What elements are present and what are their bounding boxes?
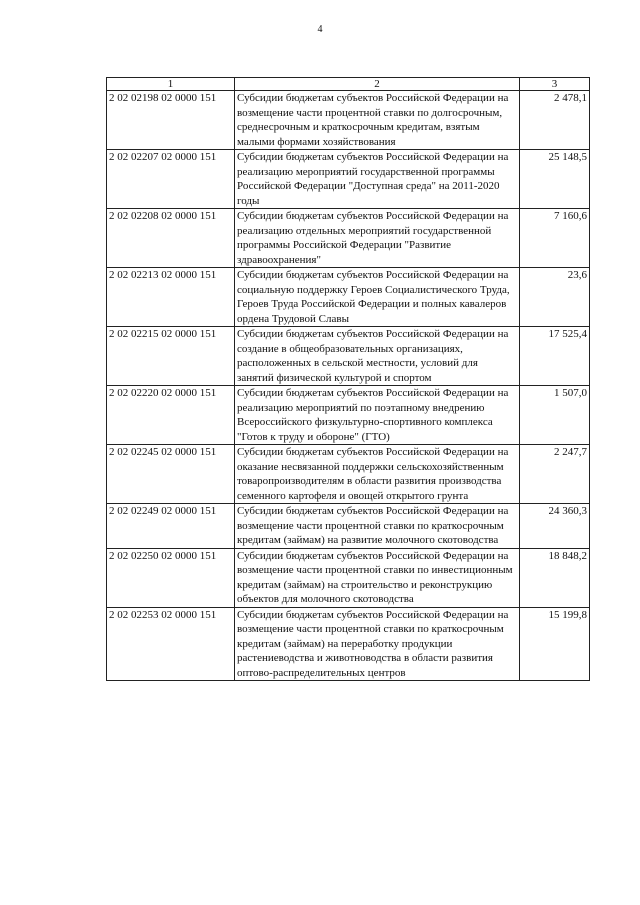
table-row — [107, 91, 590, 150]
table-row — [107, 268, 590, 327]
budget-code-cell: 2 02 02198 02 0000 151 — [107, 91, 235, 150]
column-header-description: 2 — [235, 78, 520, 91]
budget-table — [106, 77, 590, 681]
page-number: 4 — [317, 24, 323, 35]
amount-cell: 2 478,1 — [520, 91, 590, 150]
table-row — [107, 504, 590, 549]
budget-code-cell: 2 02 02250 02 0000 151 — [107, 548, 235, 607]
table-row — [107, 150, 590, 209]
table-row — [107, 209, 590, 268]
column-header-amount: 3 — [520, 78, 590, 91]
amount-cell: 24 360,3 — [520, 504, 590, 549]
description-cell: Субсидии бюджетам субъектов Российской Федерации на создание в общеобразовательных организациях, расположенных в сельской местности, условий для занятий физической культурой и спортом — [235, 327, 520, 386]
description-cell: Субсидии бюджетам субъектов Российской Федерации на возмещение части процентной ставки по краткосрочным кредитам (займам) на развитие молочного скотоводства — [235, 504, 520, 549]
table-row — [107, 327, 590, 386]
column-header-code: 1 — [107, 78, 235, 91]
budget-code-cell: 2 02 02245 02 0000 151 — [107, 445, 235, 504]
description-cell: Субсидии бюджетам субъектов Российской Федерации на оказание несвязанной поддержки сельскохозяйственным товаропроизводителям в области развития производства семенного картофеля и овощей открытого грунта — [235, 445, 520, 504]
description-cell: Субсидии бюджетам субъектов Российской Федерации на реализацию мероприятий государственной программы Российской Федерации "Доступная среда" на 2011-2020 годы — [235, 150, 520, 209]
table-row — [107, 445, 590, 504]
amount-cell: 25 148,5 — [520, 150, 590, 209]
budget-code-cell: 2 02 02213 02 0000 151 — [107, 268, 235, 327]
budget-code-cell: 2 02 02253 02 0000 151 — [107, 607, 235, 681]
description-cell: Субсидии бюджетам субъектов Российской Федерации на реализацию отдельных мероприятий государственной программы Российской Федерации "Развитие здравоохранения" — [235, 209, 520, 268]
description-cell: Субсидии бюджетам субъектов Российской Федерации на возмещение части процентной ставки по долгосрочным, среднесрочным и краткосрочным кредитам, взятым малыми формами хозяйствования — [235, 91, 520, 150]
amount-cell: 23,6 — [520, 268, 590, 327]
table-row — [107, 548, 590, 607]
amount-cell: 7 160,6 — [520, 209, 590, 268]
description-cell: Субсидии бюджетам субъектов Российской Федерации на реализацию мероприятий по поэтапному внедрению Всероссийского физкультурно-спортивного комплекса "Готов к труду и обороне" (ГТО) — [235, 386, 520, 445]
amount-cell: 18 848,2 — [520, 548, 590, 607]
budget-code-cell: 2 02 02208 02 0000 151 — [107, 209, 235, 268]
description-cell: Субсидии бюджетам субъектов Российской Федерации на социальную поддержку Героев Социалистического Труда, Героев Труда Российской Федерации и полных кавалеров ордена Трудовой Славы — [235, 268, 520, 327]
description-cell: Субсидии бюджетам субъектов Российской Федерации на возмещение части процентной ставки по краткосрочным кредитам (займам) на переработку продукции растениеводства и животноводства в области развития оптово-распределительных центров — [235, 607, 520, 681]
budget-code-cell: 2 02 02220 02 0000 151 — [107, 386, 235, 445]
budget-code-cell: 2 02 02207 02 0000 151 — [107, 150, 235, 209]
amount-cell: 1 507,0 — [520, 386, 590, 445]
budget-code-cell: 2 02 02249 02 0000 151 — [107, 504, 235, 549]
header-row — [107, 78, 590, 91]
table-row — [107, 607, 590, 681]
table-row — [107, 386, 590, 445]
amount-cell: 15 199,8 — [520, 607, 590, 681]
budget-code-cell: 2 02 02215 02 0000 151 — [107, 327, 235, 386]
amount-cell: 2 247,7 — [520, 445, 590, 504]
description-cell: Субсидии бюджетам субъектов Российской Федерации на возмещение части процентной ставки по инвестиционным кредитам (займам) на строительство и реконструкцию объектов для молочного скотоводства — [235, 548, 520, 607]
amount-cell: 17 525,4 — [520, 327, 590, 386]
